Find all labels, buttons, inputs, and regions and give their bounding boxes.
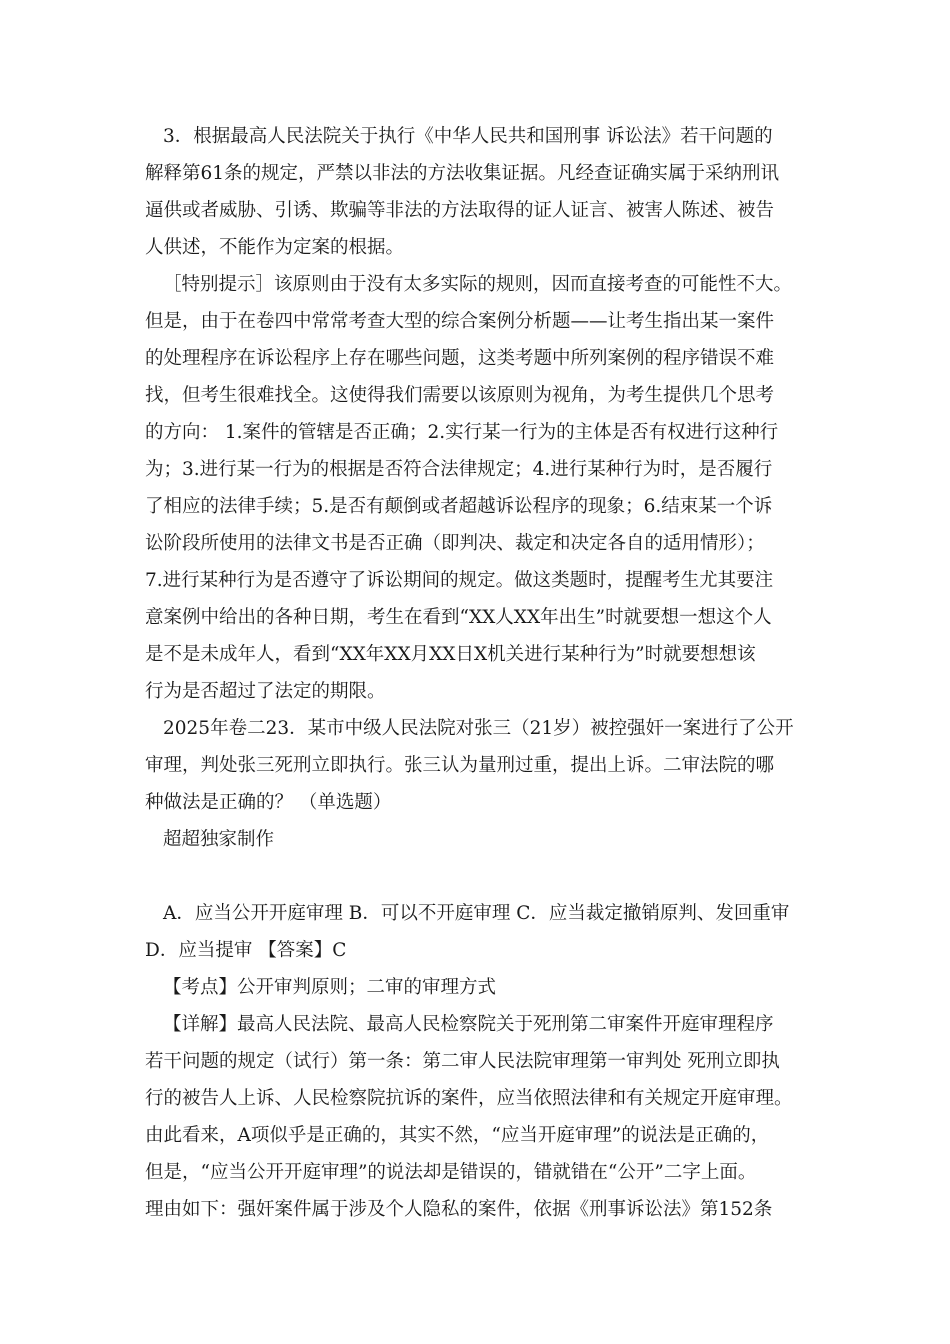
text-line: 【详解】最高人民法院、最高人民检察院关于死刑第二审案件开庭审理程序 — [163, 1014, 774, 1035]
text-line: 为；3.进行某一行为的根据是否符合法律规定；4.进行某种行为时，是否履行 — [145, 459, 773, 480]
text-line: 但是，“应当公开开庭审理”的说法却是错误的，错就错在“公开”二字上面。 — [145, 1162, 757, 1183]
text-line: 解释第61条的规定，严禁以非法的方法收集证据。凡经查证确实属于采纳刑讯 — [145, 163, 780, 184]
text-line: 超超独家制作 — [163, 829, 275, 850]
text-line: 行为是否超过了法定的期限。 — [145, 681, 386, 702]
paragraph-exclusionary-rule — [145, 118, 805, 266]
text-line: 理由如下：强奸案件属于涉及个人隐私的案件，依据《刑事诉讼法》第152条 — [145, 1199, 773, 1220]
text-line: 3．根据最高人民法院关于执行《中华人民共和国刑事 诉讼法》若干问题的 — [163, 126, 773, 147]
paragraph-options-answer — [145, 895, 805, 969]
text-line: 是不是未成年人，看到“XX年XX月XX日X机关进行某种行为”时就要想想该 — [145, 644, 756, 665]
text-line: 找，但考生很难找全。这使得我们需要以该原则为视角，为考生提供几个思考 — [145, 385, 775, 406]
text-line: 由此看来，A项似乎是正确的，其实不然，“应当开庭审理”的说法是正确的， — [145, 1125, 770, 1146]
document-body — [145, 118, 805, 1228]
text-line: 但是，由于在卷四中常常考查大型的综合案例分析题——让考生指出某一案件 — [145, 311, 775, 332]
text-line: 的处理程序在诉讼程序上存在哪些问题，这类考题中所列案例的程序错误不难 — [145, 348, 775, 369]
text-line: 讼阶段所使用的法律文书是否正确（即判决、裁定和决定各自的适用情形）； — [145, 533, 765, 554]
text-line: 7.进行某种行为是否遵守了诉讼期间的规定。做这类题时，提醒考生尤其要注 — [145, 570, 774, 591]
text-line: 的方向： 1.案件的管辖是否正确；2.实行某一行为的主体是否有权进行这种行 — [145, 422, 779, 443]
blank-line — [145, 858, 805, 895]
text-line: 逼供或者威胁、引诱、欺骗等非法的方法取得的证人证言、被害人陈述、被告 — [145, 200, 775, 221]
text-line: 意案例中给出的各种日期，考生在看到“XX人XX年出生”时就要想一想这个人 — [145, 607, 772, 628]
text-line: 行的被告人上诉、人民检察院抗诉的案件，应当依照法律和有关规定开庭审理。 — [145, 1088, 793, 1109]
paragraph-exam-question — [145, 710, 805, 821]
text-line: 种做法是正确的？ （单选题） — [145, 792, 392, 813]
text-line: 了相应的法律手续；5.是否有颠倒或者超越诉讼程序的现象；6.结束某一个诉 — [145, 496, 773, 517]
text-line: 人供述，不能作为定案的根据。 — [145, 237, 405, 258]
text-line: ［特别提示］该原则由于没有太多实际的规则，因而直接考查的可能性不大。 — [163, 274, 793, 295]
text-line: 【考点】公开审判原则；二审的审理方式 — [163, 977, 497, 998]
paragraph-special-tip — [145, 266, 805, 710]
text-line: 审理，判处张三死刑立即执行。张三认为量刑过重，提出上诉。二审法院的哪 — [145, 755, 775, 776]
paragraph-credit — [145, 821, 805, 858]
paragraph-explanation — [145, 1006, 805, 1228]
paragraph-key-point — [145, 969, 805, 1006]
text-line: 若干问题的规定（试行）第一条：第二审人民法院审理第一审判处 死刑立即执 — [145, 1051, 780, 1072]
text-line: A．应当公开开庭审理 B．可以不开庭审理 C．应当裁定撤销原判、发回重审 — [163, 903, 790, 924]
text-line: 2025年卷二23．某市中级人民法院对张三（21岁）被控强奸一案进行了公开 — [163, 718, 794, 739]
text-line: D．应当提审 【答案】C — [145, 940, 347, 961]
